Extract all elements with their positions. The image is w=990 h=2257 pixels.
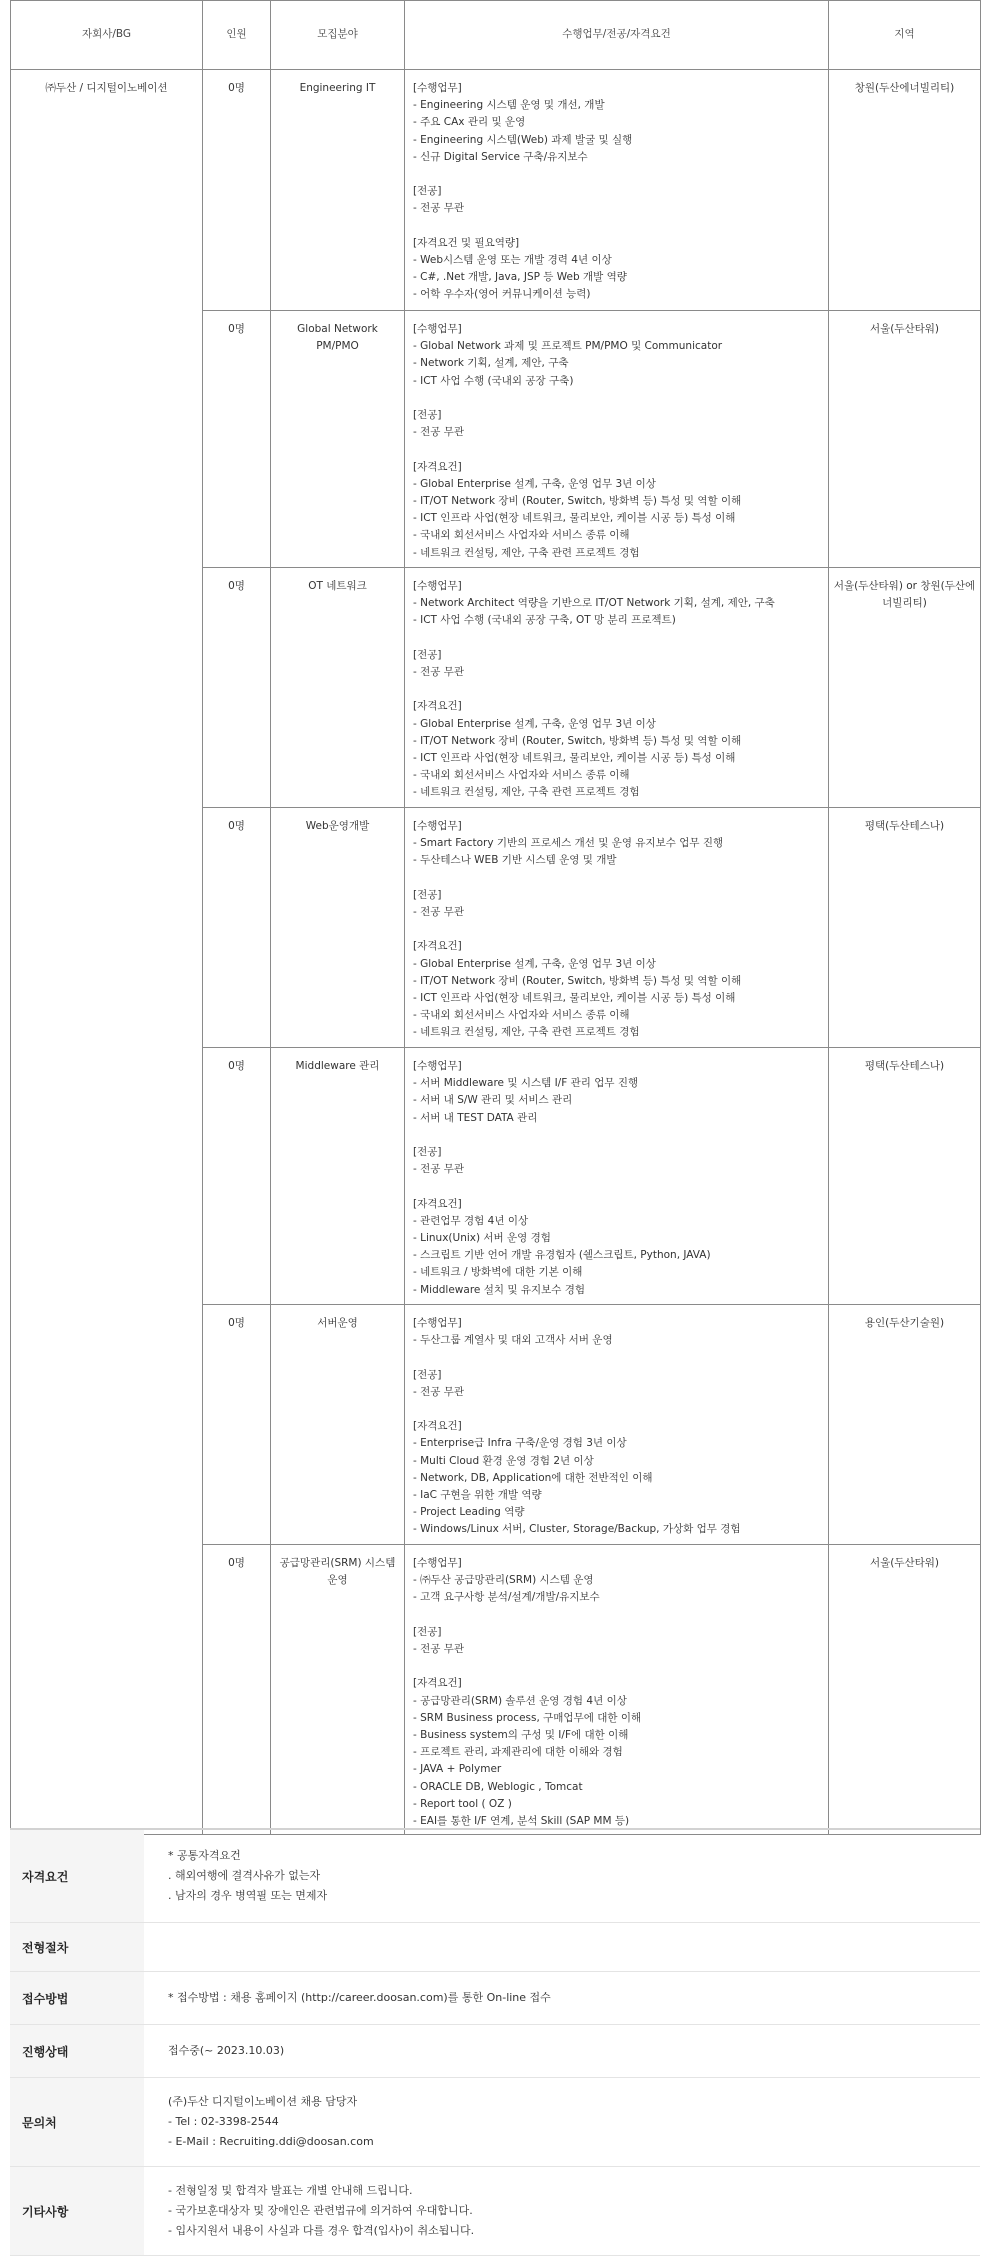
text-line (413, 1658, 822, 1675)
text-line: (주)두산 디지털이노베이션 채용 담당자 (168, 2095, 358, 2108)
text-line: - JAVA + Polymer (413, 1763, 502, 1776)
text-line: [전공] (413, 409, 442, 421)
info-row-process (10, 1923, 980, 1972)
header-region: 지역 (829, 1, 981, 70)
text-line: - Global Enterprise 설계, 구축, 운영 업무 3년 이상 (413, 957, 656, 970)
info-section (10, 1828, 980, 2256)
text-line: [수행업무] (413, 580, 462, 592)
text-line: - IaC 구현을 위한 개발 역량 (413, 1489, 542, 1501)
text-line: - 프로젝트 관리, 과제관리에 대한 이해와 경험 (413, 1746, 623, 1759)
duties-cell (405, 1048, 829, 1305)
info-row-application (10, 1972, 980, 2025)
text-line: [전공] (413, 1625, 442, 1638)
text-line: - 전형일정 및 합격자 발표는 개별 안내해 드립니다. (168, 2184, 413, 2197)
region-cell: 서울(두산타워) (829, 1545, 981, 1835)
text-line: - 신규 Digital Service 구축/유지보수 (413, 150, 588, 163)
text-line: - 네트워크 / 방화벽에 대한 기본 이해 (413, 1266, 583, 1279)
text-line: [전공] (413, 1146, 442, 1158)
info-label: 전형절차 (10, 1923, 144, 1971)
info-row-contact (10, 2078, 980, 2167)
text-line: - ICT 사업 수행 (국내외 공장 구축) (413, 374, 574, 387)
text-line (413, 1178, 822, 1195)
text-line: - ㈜두산 공급망관리(SRM) 시스템 운영 (413, 1574, 594, 1587)
text-line: - Tel : 02-3398-2544 (168, 2115, 279, 2128)
text-line: - Multi Cloud 환경 운영 경험 2년 이상 (413, 1454, 594, 1467)
info-label: 기타사항 (10, 2167, 144, 2255)
text-line: 접수중(~ 2023.10.03) (168, 2044, 285, 2057)
duties-cell (405, 1545, 829, 1835)
region-cell: 창원(두산에너빌리티) (829, 70, 981, 311)
text-line (413, 921, 822, 938)
text-line: - Network 기획, 설계, 제안, 구축 (413, 357, 569, 370)
text-line: - Global Network 과제 및 프로젝트 PM/PMO 및 Communicator (413, 340, 723, 353)
text-line: - 서버 내 TEST DATA 관리 (413, 1111, 538, 1124)
text-line: - 전공 무관 (413, 202, 465, 215)
text-line: [자격요건 및 필요역량] (413, 236, 520, 249)
info-label: 자격요건 (10, 1830, 144, 1922)
text-line: [수행업무] (413, 1557, 462, 1569)
text-line: - Engineering 시스템(Web) 과제 발굴 및 실행 (413, 133, 633, 146)
text-line: - Business system의 구성 및 I/F에 대한 이해 (413, 1729, 629, 1741)
text-line: - EAI를 통한 I/F 연계, 분석 Skill (SAP MM 등) (413, 1815, 630, 1828)
text-line: [자격요건] (413, 460, 462, 473)
region-cell: 서울(두산타워) or 창원(두산에너빌리티) (829, 568, 981, 808)
text-line: - ICT 인프라 사업(현장 네트워크, 물리보안, 케이블 시공 등) 특성 이해 (413, 992, 736, 1004)
job-table (10, 0, 981, 1835)
text-line: - 공급망관리(SRM) 솔루션 운영 경험 4년 이상 (413, 1694, 627, 1707)
text-line: - Project Leading 역량 (413, 1506, 525, 1519)
text-line: [수행업무] (413, 820, 462, 832)
info-label: 문의처 (10, 2078, 144, 2166)
text-line: [수행업무] (413, 82, 462, 94)
text-line (413, 441, 822, 458)
info-label: 진행상태 (10, 2025, 144, 2077)
text-line: [자격요건] (413, 940, 462, 953)
text-line: [자격요건] (413, 1420, 462, 1433)
field-cell: OT 네트워크 (271, 568, 405, 808)
text-line: - Middleware 설치 및 유지보수 경험 (413, 1283, 586, 1296)
header-duties: 수행업무/전공/자격요건 (405, 1, 829, 70)
headcount-cell: 0명 (203, 70, 271, 311)
text-line: - 전공 무관 (413, 1385, 465, 1398)
text-line: - Engineering 시스템 운영 및 개선, 개발 (413, 99, 605, 112)
info-value (144, 2078, 980, 2166)
header-company: 자회사/BG (11, 1, 203, 70)
info-value (144, 1830, 980, 1922)
info-value (144, 1923, 980, 1971)
text-line (413, 1349, 822, 1366)
text-line: - 전공 무관 (413, 1163, 465, 1176)
text-line (413, 681, 822, 698)
text-line: [수행업무] (413, 1317, 462, 1329)
field-cell: Engineering IT (271, 70, 405, 311)
text-line: - 전공 무관 (413, 1643, 465, 1655)
field-cell: 공급망관리(SRM) 시스템 운영 (271, 1545, 405, 1835)
text-line: - 네트워크 컨설팅, 제안, 구축 관련 프로젝트 경험 (413, 786, 640, 799)
text-line: - 전공 무관 (413, 426, 465, 439)
header-headcount: 인원 (203, 1, 271, 70)
text-line: - 주요 CAx 관리 및 운영 (413, 116, 526, 129)
text-line: - Linux(Unix) 서버 운영 경험 (413, 1232, 551, 1244)
field-cell: Web운영개발 (271, 808, 405, 1048)
text-line: [전공] (413, 1368, 442, 1381)
text-line: - Smart Factory 기반의 프로세스 개선 및 운영 유지보수 업무 진행 (413, 837, 724, 850)
text-line: - IT/OT Network 장비 (Router, Switch, 방화벽 등) 특성 및 역할 이해 (413, 495, 742, 507)
text-line: - Report tool ( OZ ) (413, 1797, 512, 1810)
duties-cell (405, 1305, 829, 1545)
text-line: - 국내외 회선서비스 사업자와 서비스 종류 이해 (413, 769, 630, 782)
text-line: - IT/OT Network 장비 (Router, Switch, 방화벽 등) 특성 및 역할 이해 (413, 974, 742, 987)
text-line: [수행업무] (413, 1060, 462, 1072)
text-line: - 두산테스나 WEB 기반 시스템 운영 및 개발 (413, 854, 617, 867)
text-line: [수행업무] (413, 323, 462, 335)
field-cell: Global Network PM/PMO (271, 311, 405, 568)
text-line (413, 390, 822, 407)
table-row (11, 70, 981, 311)
text-line (413, 870, 822, 887)
text-line: - 입사지원서 내용이 사실과 다를 경우 합격(입사)이 취소됩니다. (168, 2224, 475, 2237)
text-line: * 공통자격요건 (168, 1849, 241, 1862)
text-line (413, 630, 822, 647)
text-line: - 전공 무관 (413, 666, 465, 678)
text-line (413, 1607, 822, 1624)
text-line: [자격요건] (413, 1197, 462, 1210)
text-line: - 고객 요구사항 분석/설계/개발/유지보수 (413, 1591, 600, 1604)
duties-cell (405, 311, 829, 568)
text-line (413, 218, 822, 235)
field-cell: Middleware 관리 (271, 1048, 405, 1305)
text-line: - E-Mail : Recruiting.ddi@doosan.com (168, 2135, 374, 2148)
headcount-cell: 0명 (203, 311, 271, 568)
text-line: - Enterprise급 Infra 구축/운영 경험 3년 이상 (413, 1437, 627, 1450)
text-line: - IT/OT Network 장비 (Router, Switch, 방화벽 등) 특성 및 역할 이해 (413, 734, 742, 747)
text-line: - 어학 우수자(영어 커뮤니케이션 능력) (413, 288, 591, 301)
text-line: - SRM Business process, 구매업무에 대한 이해 (413, 1711, 642, 1724)
text-line (413, 1127, 822, 1144)
info-value (144, 2167, 980, 2255)
table-header-row (11, 1, 981, 70)
text-line: - Global Enterprise 설계, 구축, 운영 업무 3년 이상 (413, 717, 656, 730)
region-cell: 평택(두산테스나) (829, 1048, 981, 1305)
headcount-cell: 0명 (203, 808, 271, 1048)
region-cell: 평택(두산테스나) (829, 808, 981, 1048)
text-line: - 전공 무관 (413, 906, 465, 918)
text-line: [전공] (413, 888, 442, 901)
info-row-etc (10, 2167, 980, 2256)
info-row-qualification (10, 1830, 980, 1923)
text-line: - Web시스템 운영 또는 개발 경력 4년 이상 (413, 254, 612, 266)
text-line: . 남자의 경우 병역필 또는 면제자 (168, 1889, 328, 1902)
text-line: - ICT 사업 수행 (국내외 공장 구축, OT 망 분리 프로젝트) (413, 614, 676, 627)
info-label: 접수방법 (10, 1972, 144, 2024)
text-line: * 접수방법 : 채용 홈페이지 (http://career.doosan.com)를 통한 On-line 접수 (168, 1991, 551, 2004)
headcount-cell: 0명 (203, 1545, 271, 1835)
text-line: - Network, DB, Application에 대한 전반적인 이해 (413, 1471, 653, 1484)
job-table-body (11, 70, 981, 1835)
text-line: [전공] (413, 648, 442, 661)
company-cell: ㈜두산 / 디지털이노베이션 (11, 70, 203, 1835)
text-line: - Network Architect 역량을 기반으로 IT/OT Network 기획, 설계, 제안, 구축 (413, 597, 775, 610)
field-cell: 서버운영 (271, 1305, 405, 1545)
text-line: - 서버 내 S/W 관리 및 서비스 관리 (413, 1094, 573, 1107)
duties-cell (405, 808, 829, 1048)
headcount-cell: 0명 (203, 1305, 271, 1545)
text-line: [자격요건] (413, 1677, 462, 1690)
text-line: - ICT 인프라 사업(현장 네트워크, 물리보안, 케이블 시공 등) 특성 이해 (413, 752, 736, 764)
text-line (413, 166, 822, 183)
duties-cell (405, 70, 829, 311)
text-line: - 스크립트 기반 언어 개발 유경험자 (쉘스크립트, Python, JAVA) (413, 1249, 711, 1262)
header-field: 모집분야 (271, 1, 405, 70)
text-line: - 두산그룹 계열사 및 대외 고객사 서버 운영 (413, 1334, 613, 1347)
info-value (144, 2025, 980, 2077)
text-line: - Windows/Linux 서버, Cluster, Storage/Backup, 가상화 업무 경험 (413, 1523, 741, 1536)
text-line: [전공] (413, 185, 442, 198)
text-line: - Global Enterprise 설계, 구축, 운영 업무 3년 이상 (413, 477, 656, 490)
text-line: - 네트워크 컨설팅, 제안, 구축 관련 프로젝트 경험 (413, 1026, 640, 1039)
headcount-cell: 0명 (203, 568, 271, 808)
region-cell: 서울(두산타워) (829, 311, 981, 568)
info-value (144, 1972, 980, 2024)
region-cell: 용인(두산기술원) (829, 1305, 981, 1545)
text-line: - 네트워크 컨설팅, 제안, 구축 관련 프로젝트 경험 (413, 546, 640, 559)
text-line: - ICT 인프라 사업(현장 네트워크, 물리보안, 케이블 시공 등) 특성 이해 (413, 512, 736, 525)
info-row-status (10, 2025, 980, 2078)
text-line: [자격요건] (413, 700, 462, 713)
text-line (413, 1401, 822, 1418)
text-line: - 관련업무 경험 4년 이상 (413, 1214, 529, 1227)
text-line: - 서버 Middleware 및 시스템 I/F 관리 업무 진행 (413, 1077, 639, 1090)
text-line: - ORACLE DB, Weblogic , Tomcat (413, 1780, 583, 1793)
text-line: - C#, .Net 개발, Java, JSP 등 Web 개발 역량 (413, 271, 627, 284)
text-line: . 해외여행에 결격사유가 없는자 (168, 1869, 321, 1882)
text-line: - 국가보훈대상자 및 장애인은 관련법규에 의거하여 우대합니다. (168, 2204, 473, 2217)
text-line: - 국내외 회선서비스 사업자와 서비스 종류 이해 (413, 529, 630, 542)
headcount-cell: 0명 (203, 1048, 271, 1305)
duties-cell (405, 568, 829, 808)
text-line: - 국내외 회선서비스 사업자와 서비스 종류 이해 (413, 1009, 630, 1022)
